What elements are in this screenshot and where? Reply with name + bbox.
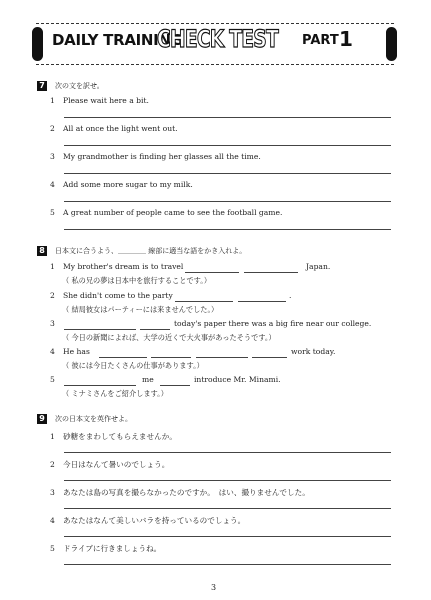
japanese-hint: （ 彼には今日たくさんの仕事があります。）	[62, 361, 204, 370]
question-8-1-end: Japan.	[306, 262, 331, 271]
title-part-label: PART	[302, 33, 339, 48]
question-7-4: 4 Add some more sugar to my milk.	[50, 180, 193, 189]
blank-line[interactable]	[151, 357, 191, 358]
section-title: 次の日本文を英作せよ。	[55, 415, 132, 423]
question-8-3: 3	[50, 319, 55, 328]
answer-line[interactable]	[64, 145, 391, 146]
question-9-5: 5 ドライブに行きましょうね。	[50, 544, 162, 553]
blank-line[interactable]	[175, 301, 233, 302]
blank-line[interactable]	[140, 329, 170, 330]
question-9-3: 3 あなたは島の写真を撮らなかったのですか。 はい、撮りませんでした。	[50, 488, 310, 497]
blank-line[interactable]	[64, 385, 136, 386]
blank-line[interactable]	[244, 272, 298, 273]
question-8-4: 4 He has	[50, 347, 90, 356]
question-8-2: 2 She didn't come to the party	[50, 291, 173, 300]
answer-line[interactable]	[64, 173, 391, 174]
answer-line[interactable]	[64, 480, 391, 481]
question-8-5: 5	[50, 375, 55, 384]
section-number: 8	[37, 246, 47, 256]
title-check-test: CHECK TEST	[157, 25, 278, 53]
section-number: 9	[37, 414, 47, 424]
section-number: 7	[37, 81, 47, 91]
question-9-2: 2 今日はなんて暑いのでしょう。	[50, 460, 170, 469]
blank-line[interactable]	[64, 329, 136, 330]
section-9-heading	[37, 414, 132, 424]
answer-line[interactable]	[64, 201, 391, 202]
question-7-3: 3 My grandmother is finding her glasses all the time.	[50, 152, 261, 161]
blank-line[interactable]	[185, 272, 239, 273]
question-7-2: 2 All at once the light went out.	[50, 124, 178, 133]
blank-line[interactable]	[196, 357, 248, 358]
question-8-3-text: today's paper there was a big fire near our college.	[174, 319, 372, 328]
question-8-2-end: .	[289, 291, 292, 300]
answer-line[interactable]	[64, 564, 391, 565]
question-8-5-end: introduce Mr. Minami.	[194, 375, 281, 384]
japanese-hint: （ 今日の新聞によれば、大学の近くで大火事があったそうです。）	[62, 333, 276, 342]
japanese-hint: （ ミナミさんをご紹介します。）	[62, 389, 168, 398]
answer-line[interactable]	[64, 536, 391, 537]
answer-line[interactable]	[64, 117, 391, 118]
page-number: 3	[211, 583, 217, 592]
question-9-1: 1 砂糖をまわしてもらえませんか。	[50, 432, 177, 441]
question-7-1: 1 Please wait here a bit.	[50, 96, 149, 105]
answer-line[interactable]	[64, 452, 391, 453]
question-8-4-end: work today.	[291, 347, 336, 356]
japanese-hint: （ 私の兄の夢は日本中を旅行することです。）	[62, 276, 212, 285]
section-7-heading	[37, 81, 104, 91]
banner-right-cap	[386, 27, 397, 61]
japanese-hint: （ 結局彼女はパーティーには来ませんでした。）	[62, 305, 219, 314]
blank-line[interactable]	[238, 301, 286, 302]
title-daily-training: DAILY TRAINING	[52, 31, 183, 49]
section-title: 次の文を訳せ。	[55, 82, 104, 90]
blank-line[interactable]	[99, 357, 147, 358]
section-8-heading	[37, 246, 246, 256]
question-8-1: 1 My brother's dream is to travel	[50, 262, 184, 271]
banner-left-cap	[32, 27, 43, 61]
title-part-number: 1	[339, 27, 353, 51]
question-9-4: 4 あなたはなんて美しいバラを持っているのでしょう。	[50, 516, 246, 525]
blank-line[interactable]	[252, 357, 287, 358]
answer-line[interactable]	[64, 508, 391, 509]
question-7-5: 5 A great number of people came to see the football game.	[50, 208, 283, 217]
section-title: 日本文に合うよう、＿＿＿＿ 線部に適当な語をかき入れよ。	[55, 247, 247, 255]
answer-line[interactable]	[64, 229, 391, 230]
question-8-5-me: me	[142, 375, 154, 384]
blank-line[interactable]	[160, 385, 190, 386]
